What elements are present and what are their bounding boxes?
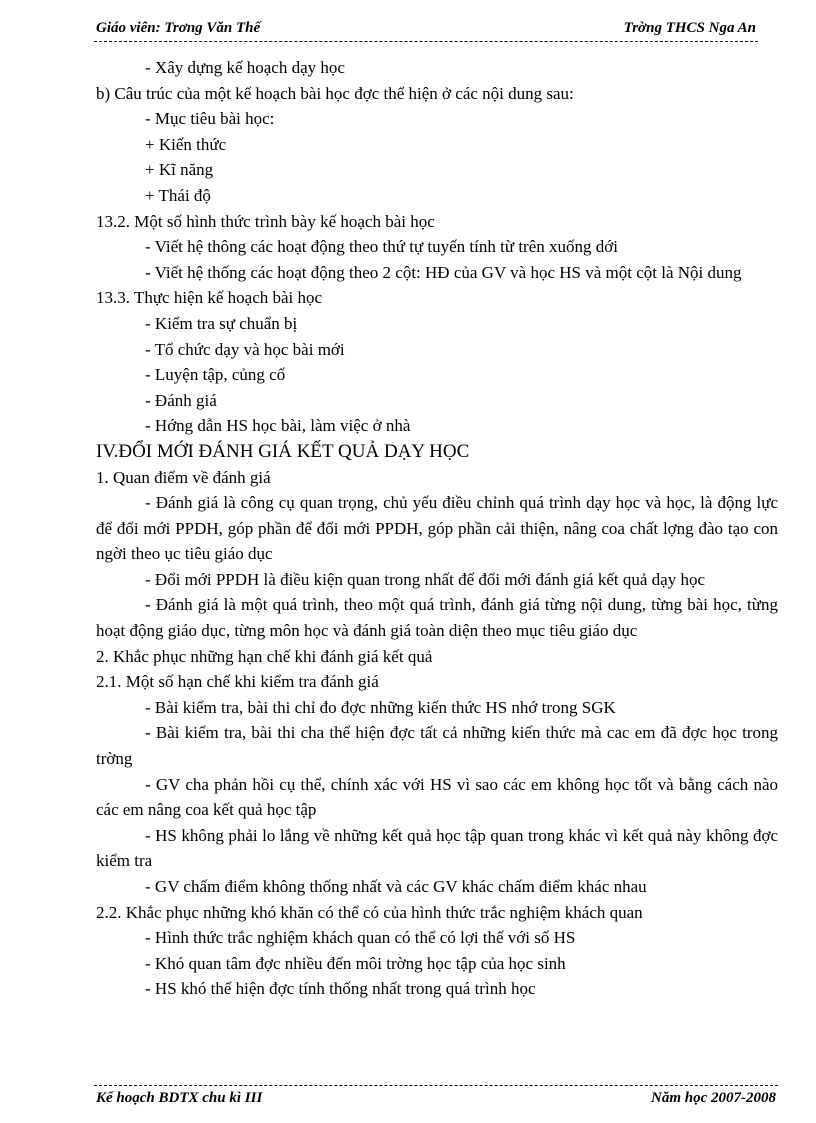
text-paragraph: - Đánh giá là công cụ quan trọng, chủ yếu điều chỉnh quá trình dạy học và học, là động lực để đổi mới PPDH, góp phần để đổi mới PPDH, góp phần cải thiện, nâng coa chất lợng đào tạo con ngời theo ục tiêu giáo dục [96, 493, 778, 564]
section-heading: 13.2. Một số hình thức trình bày kế hoạch bài học [96, 211, 435, 231]
text-paragraph: - Bài kiểm tra, bài thi cha thể hiện đợc tất cả những kiến thức mà cac em đã đợc học trong trờng [96, 723, 778, 769]
page-footer [96, 1090, 776, 1112]
text-line: - HS khó thể hiện đợc tính thống nhất trong quá trình học [145, 979, 536, 999]
text-line: - Xây dựng kế hoạch dạy học [145, 58, 345, 77]
document-body [96, 55, 778, 1002]
text-line: - Luyện tập, củng cố [145, 365, 286, 385]
text-line: - Hớng dẫn HS học bài, làm việc ở nhà [145, 416, 411, 436]
text-line: - Tổ chức dạy và học bài mới [145, 339, 345, 359]
text-line: - Hình thức trắc nghiệm khách quan có thể có lợi thế với số HS [145, 928, 576, 948]
text-line: + Kiến thức [145, 134, 227, 154]
text-line: - Kiểm tra sự chuẩn bị [145, 313, 298, 333]
text-line: - GV chấm điểm không thống nhất và các GV khác chấm điểm khác nhau [145, 877, 647, 896]
text-paragraph: - GV cha phản hồi cụ thể, chính xác với HS vì sao các em không học tốt và bằng cách nào các em nâng coa kết quả học tập [96, 774, 778, 820]
footer-plan: Kế hoạch BDTX chu kì III [96, 1090, 263, 1106]
text-line: - Đổi mới PPDH là điều kiện quan trong nhất để đổi mới đánh giá kết quả dạy học [145, 569, 705, 589]
text-line: + Kĩ năng [145, 160, 214, 180]
section-heading: 2.2. Khắc phục những khó khăn có thể có của hình thức trắc nghiệm khách quan [96, 902, 643, 922]
section-heading: 13.3. Thực hiện kế hoạch bài học [96, 288, 323, 308]
text-line: b) Câu trúc của một kế hoạch bài học đợc thể hiện ở các nội dung sau: [96, 83, 574, 103]
header-teacher: Giáo viên: Trơng Văn Thế [96, 20, 261, 36]
chapter-heading: IV.ĐỔI MỚI ĐÁNH GIÁ KẾT QUẢ DẠY HỌC [96, 440, 470, 462]
header-school: Trờng THCS Nga An [623, 20, 756, 36]
text-line: - Mục tiêu bài học: [145, 109, 275, 129]
footer-year: Năm học 2007-2008 [651, 1090, 776, 1106]
text-line: - Viết hệ thông các hoạt động theo thứ tự tuyến tính từ trên xuống dới [145, 237, 618, 257]
page-header [96, 18, 756, 42]
section-heading: 2. Khắc phục những hạn chế khi đánh giá kết quả [96, 646, 433, 666]
text-line: - Đánh giá [145, 390, 217, 410]
text-line: + Thái độ [145, 185, 211, 205]
text-line: - Khó quan tâm đợc nhiều đến môi trờng học tập của học sinh [145, 953, 566, 973]
section-heading: 1. Quan điểm về đánh giá [96, 467, 271, 487]
text-paragraph: - HS không phải lo lắng về những kết quả học tập quan trong khác vì kết quả này không đợc kiểm tra [96, 825, 778, 871]
footer-divider [94, 1085, 778, 1086]
text-paragraph: - Đánh giá là một quá trình, theo một quá trình, đánh giá từng nội dung, từng bài học, từng hoạt động giáo dục, từng môn học và đánh giá toàn diện theo mục tiêu giáo dục [96, 595, 778, 641]
text-line: - Bài kiểm tra, bài thi chỉ đo đợc những kiến thức HS nhớ trong SGK [145, 697, 616, 717]
text-paragraph: - Viết hệ thống các hoạt động theo 2 cột: HĐ của GV và học HS và một cột là Nội dung [145, 262, 742, 282]
section-heading: 2.1. Một số hạn chế khi kiểm tra đánh giá [96, 672, 379, 692]
header-divider [94, 41, 758, 42]
